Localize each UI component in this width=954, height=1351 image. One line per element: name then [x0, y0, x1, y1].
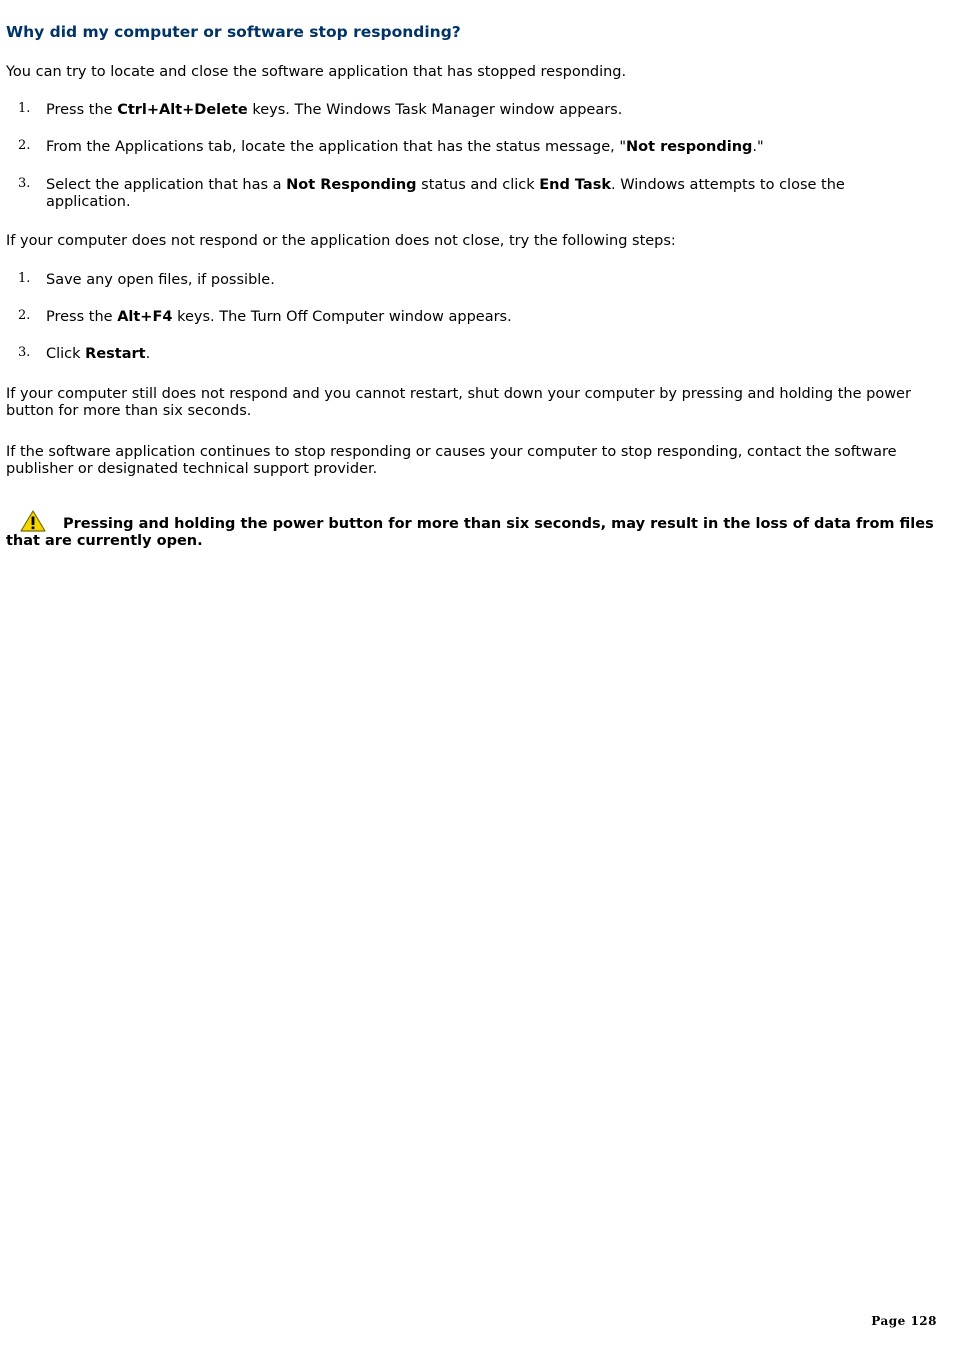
step-text: From the Applications tab, locate the application that has the status message, "Not responding.": [46, 139, 764, 155]
page-number: Page 128: [871, 1314, 937, 1328]
shutdown-paragraph: If your computer still does not respond and you cannot restart, shut down your computer by pressing and holding the power button for more than six seconds.: [6, 386, 911, 419]
step-text: Press the Ctrl+Alt+Delete keys. The Windows Task Manager window appears.: [46, 102, 623, 118]
step-number: 1.: [18, 101, 31, 116]
step-text: Click Restart.: [46, 346, 151, 362]
step-number: 1.: [18, 271, 31, 286]
step-text: Select the application that has a Not Responding status and click End Task. Windows attempts to close the application.: [46, 177, 845, 210]
step-number: 3.: [18, 345, 31, 360]
support-paragraph: If the software application continues to stop responding or causes your computer to stop responding, contact the software publisher or designated technical support provider.: [6, 444, 897, 477]
warning-icon: [20, 510, 50, 532]
instruction-paragraph: If your computer does not respond or the application does not close, try the following steps:: [6, 233, 676, 249]
intro-paragraph: You can try to locate and close the software application that has stopped responding.: [6, 64, 627, 80]
step-text: Press the Alt+F4 keys. The Turn Off Computer window appears.: [46, 309, 512, 325]
step-text: Save any open files, if possible.: [46, 272, 275, 288]
step-number: 2.: [18, 138, 31, 153]
step-number: 2.: [18, 308, 31, 323]
step-number: 3.: [18, 176, 31, 191]
warning-note: [6, 510, 944, 550]
warning-text: Pressing and holding the power button for more than six seconds, may result in the loss of data from files that are currently open.: [6, 516, 934, 549]
page-title: Why did my computer or software stop responding?: [6, 23, 461, 41]
